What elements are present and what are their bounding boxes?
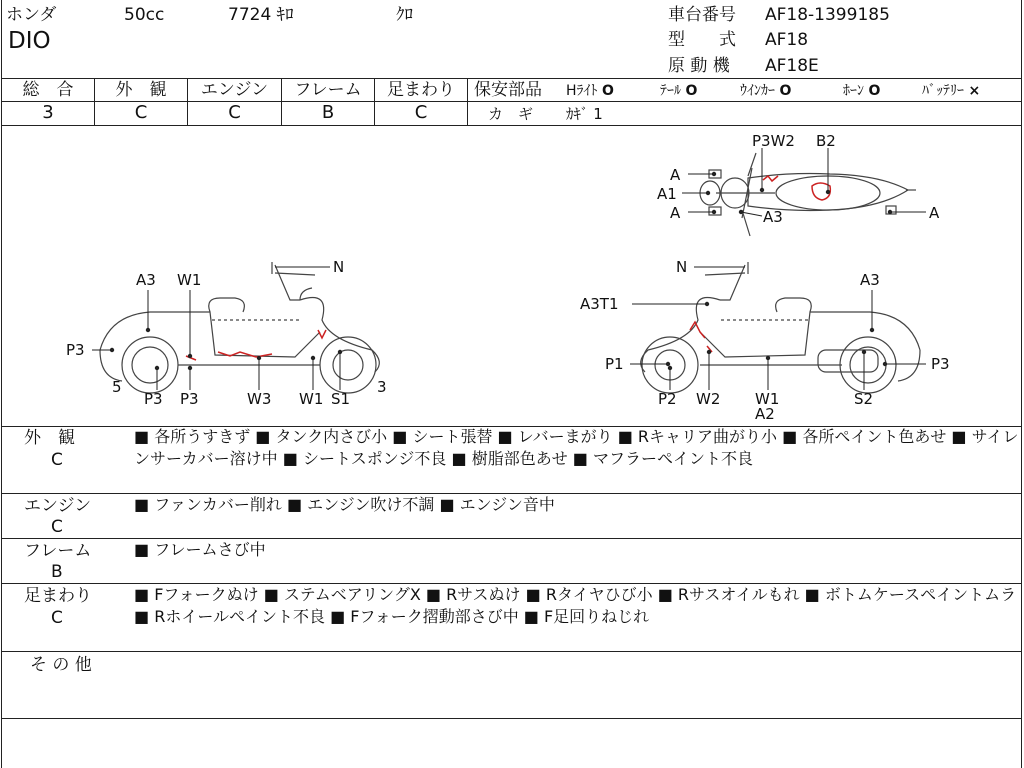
label-left-p3-front: P3 bbox=[66, 341, 85, 359]
frame-no: AF18-1399185 bbox=[765, 5, 890, 25]
grade-header-exterior: 外 観 bbox=[115, 80, 167, 100]
section-frame-grade: B bbox=[51, 562, 63, 582]
safety-battery: ﾊﾞｯﾃﾘｰ × bbox=[922, 83, 981, 99]
grade-header-suspension: 足まわり bbox=[387, 80, 455, 100]
section-suspension-text: ■ Fフォークぬけ ■ ステムベアリングX ■ Rサスぬけ ■ Rタイヤひび小 ■ Rサスオイルもれ ■ ボトムケースペイントムラ ■ Rホイールペイント不良 ■ Fフォーク摺動部さび中 ■ F足回りねじれ bbox=[134, 585, 1017, 626]
section-suspension-grade: C bbox=[51, 608, 63, 628]
type-label: 型 式 bbox=[668, 30, 736, 50]
label-right-a3t1: A3T1 bbox=[580, 295, 619, 313]
grade-header-frame: フレーム bbox=[294, 80, 362, 100]
grade-header-engine: エンジン bbox=[200, 80, 269, 100]
label-top-a-upper: A bbox=[670, 166, 681, 184]
label-right-a3: A3 bbox=[860, 271, 880, 289]
section-exterior-text: ■ 各所うすきず ■ タンク内さび小 ■ シート張替 ■ レバーまがり ■ Rキャリア曲がり小 ■ 各所ペイント色あせ ■ サイレンサーカバー溶け中 ■ シートスポンジ不良 ■ 樹脂部色あせ ■ マフラーペイント不良 bbox=[134, 427, 1019, 468]
label-left-s1: S1 bbox=[331, 390, 351, 408]
maker: ホンダ bbox=[6, 5, 57, 25]
label-left-5: 5 bbox=[112, 378, 122, 396]
model-name: DIO bbox=[8, 28, 51, 54]
label-left-p3-a: P3 bbox=[144, 390, 163, 408]
label-top-a3: A3 bbox=[763, 208, 783, 226]
label-right-p1: P1 bbox=[605, 355, 624, 373]
grade-value-exterior: C bbox=[134, 102, 148, 123]
safety-headlight: Hﾗｲﾄ O bbox=[566, 83, 614, 99]
safety-winker: ｳｲﾝｶｰ O bbox=[740, 83, 792, 99]
section-frame-label: フレーム bbox=[24, 541, 92, 561]
grade-header-overall: 総 合 bbox=[22, 80, 74, 100]
top-view-scooter bbox=[700, 153, 916, 236]
label-right-p3: P3 bbox=[931, 355, 950, 373]
engine-value: AF18E bbox=[765, 56, 819, 76]
safety-taillight: ﾃｰﾙ O bbox=[660, 83, 698, 99]
label-top-p3w2: P3W2 bbox=[752, 132, 795, 150]
label-top-a1: A1 bbox=[657, 185, 677, 203]
section-exterior-label: 外 観 bbox=[24, 428, 75, 448]
engine-label: 原 動 機 bbox=[668, 56, 730, 76]
mileage: 7724 ｷﾛ bbox=[228, 5, 294, 25]
grade-value-suspension: C bbox=[414, 102, 428, 123]
label-left-n: N bbox=[333, 258, 345, 276]
section-engine-label: エンジン bbox=[24, 496, 92, 516]
section-suspension-label: 足まわり bbox=[24, 586, 92, 606]
label-left-p3-b: P3 bbox=[180, 390, 199, 408]
label-top-b2: B2 bbox=[816, 132, 836, 150]
key-value: ｶｷﾞ 1 bbox=[566, 105, 603, 123]
grade-value-overall: 3 bbox=[42, 102, 54, 123]
label-left-w1-bottom: W1 bbox=[299, 390, 324, 408]
label-right-s2: S2 bbox=[854, 390, 874, 408]
type-value: AF18 bbox=[765, 30, 809, 50]
frame-no-label: 車台番号 bbox=[668, 5, 736, 25]
section-other-label: そ の 他 bbox=[30, 655, 92, 675]
label-top-a-lower: A bbox=[670, 204, 681, 222]
label-right-a2: A2 bbox=[755, 405, 775, 423]
label-right-p2: P2 bbox=[658, 390, 677, 408]
grade-value-engine: C bbox=[228, 102, 241, 123]
label-right-w2: W2 bbox=[696, 390, 721, 408]
safety-horn: ﾎｰﾝ O bbox=[843, 83, 881, 99]
label-right-w1: W1 bbox=[755, 390, 780, 408]
label-left-3: 3 bbox=[377, 378, 387, 396]
section-exterior-grade: C bbox=[51, 450, 63, 470]
section-frame-text: ■ フレームさび中 bbox=[134, 540, 266, 559]
key-label: カ ギ bbox=[488, 105, 534, 123]
label-right-n: N bbox=[676, 258, 688, 276]
label-left-a3: A3 bbox=[136, 271, 156, 289]
label-left-w3: W3 bbox=[247, 390, 272, 408]
label-top-a-rear: A bbox=[929, 204, 940, 222]
label-left-w1: W1 bbox=[177, 271, 202, 289]
engine-cc: 50cc bbox=[124, 5, 165, 25]
section-engine-text: ■ ファンカバー削れ ■ エンジン吹け不調 ■ エンジン音中 bbox=[134, 495, 555, 514]
section-engine-grade: C bbox=[51, 517, 63, 537]
color: ｸﾛ bbox=[396, 5, 413, 25]
grade-value-frame: B bbox=[321, 102, 335, 123]
safety-label: 保安部品 bbox=[474, 80, 542, 100]
